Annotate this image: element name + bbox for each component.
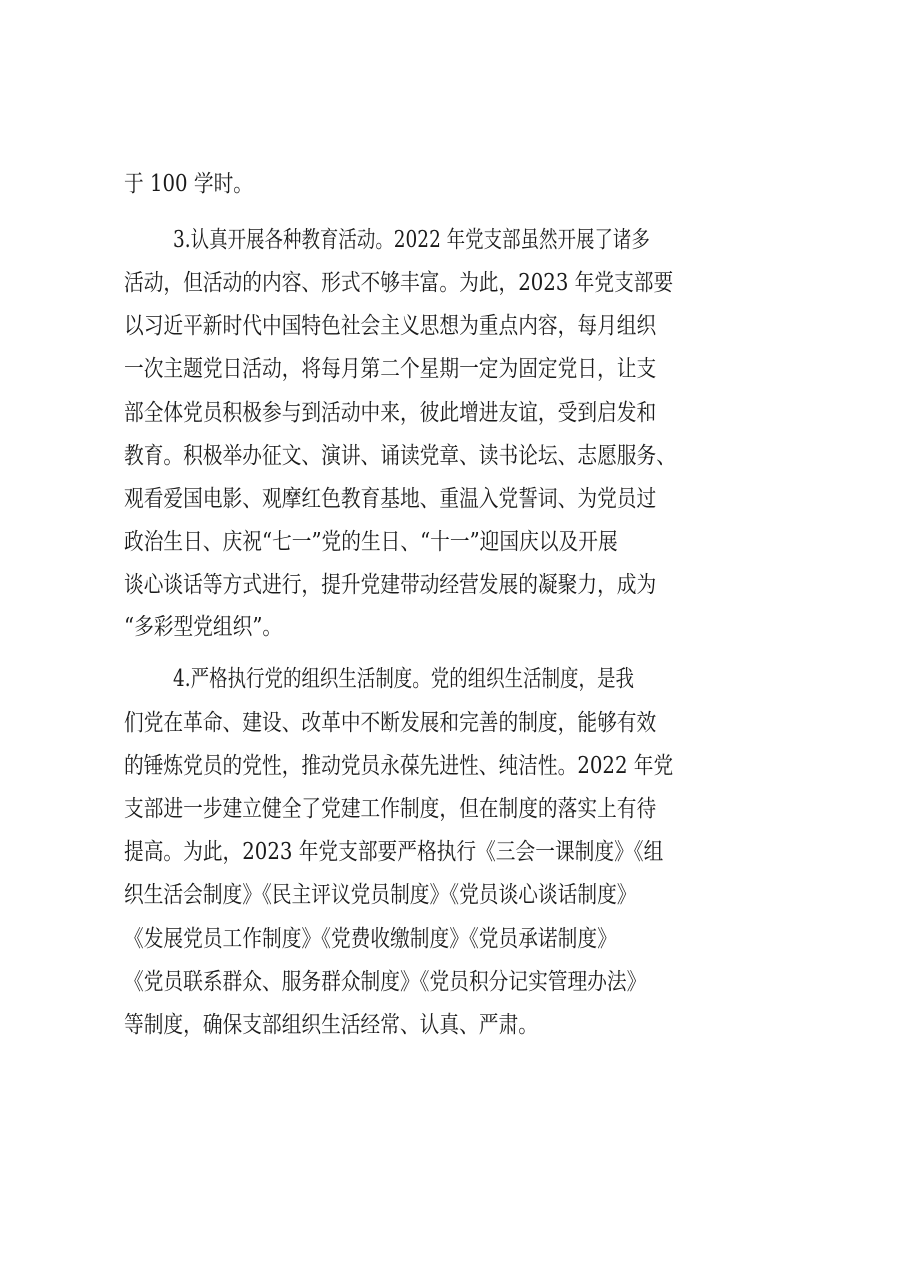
text-line-content: 观看爱国电影、观摩红色教育基地、重温入党誓词、为党员过 <box>124 486 657 512</box>
text-line <box>124 436 909 476</box>
text-line <box>124 919 909 959</box>
text-line <box>124 746 909 786</box>
text-line <box>124 832 909 872</box>
text-line-content: 政治生日、庆祝“七一”党的生日、“十一”迎国庆以及开展 <box>124 529 618 555</box>
paragraph-4-first-line <box>173 659 909 699</box>
text-line-content: 3.认真开展各种教育活动。2022 年党支部虽然开展了诸多 <box>173 227 650 253</box>
text-line <box>124 349 909 389</box>
paragraph-3-first-line <box>173 220 909 260</box>
text-line <box>124 393 909 433</box>
text-line-content: 《发展党员工作制度》《党费收缴制度》《党员承诺制度》 <box>124 926 617 952</box>
text-line-content: 的锤炼党员的党性，推动党员永葆先进性、纯洁性。2022 年党 <box>124 753 674 779</box>
text-line-content: 支部进一步建立健全了党建工作制度，但在制度的落实上有待 <box>124 796 657 822</box>
text-line-content: “多彩型党组织”。 <box>124 614 283 640</box>
text-line-content: 等制度，确保支部组织生活经常、认真、严肃。 <box>124 1012 538 1038</box>
text-line <box>124 263 909 303</box>
text-line-content: 以习近平新时代中国特色社会主义思想为重点内容，每月组织 <box>124 313 657 339</box>
text-line <box>124 703 909 743</box>
text-line <box>124 875 909 915</box>
text-line-content: 《党员联系群众、服务群众制度》《党员积分记实管理办法》 <box>124 969 647 995</box>
text-line <box>124 962 909 1002</box>
text-line <box>124 607 909 647</box>
text-line-content: 谈心谈话等方式进行，提升党建带动经营发展的凝聚力，成为 <box>124 572 657 598</box>
text-line-content: 教育。积极举办征文、演讲、诵读党章、读书论坛、志愿服务、 <box>124 443 676 469</box>
text-line <box>124 479 909 519</box>
text-line <box>124 1005 909 1045</box>
text-line-content: 织生活会制度》《民主评议党员制度》《党员谈心谈话制度》 <box>124 882 637 908</box>
text-line-content: 部全体党员积极参与到活动中来，彼此增进友谊，受到启发和 <box>124 400 657 426</box>
text-line <box>124 565 909 605</box>
text-line-content: 一次主题党日活动，将每月第二个星期一定为固定党日，让支 <box>124 356 657 382</box>
text-line <box>124 522 909 562</box>
text-line-content: 提高。为此，2023 年党支部要严格执行《三会一课制度》《组 <box>124 839 664 865</box>
text-line <box>124 306 909 346</box>
text-line <box>124 789 909 829</box>
text-line-content: 4.严格执行党的组织生活制度。党的组织生活制度，是我 <box>173 666 634 692</box>
text-line-content: 们党在革命、建设、改革中不断发展和完善的制度，能够有效 <box>124 710 657 736</box>
text-line <box>124 164 909 204</box>
text-line-content: 于 100 学时。 <box>124 171 254 197</box>
text-line-content: 活动，但活动的内容、形式不够丰富。为此，2023 年党支部要 <box>124 270 674 296</box>
